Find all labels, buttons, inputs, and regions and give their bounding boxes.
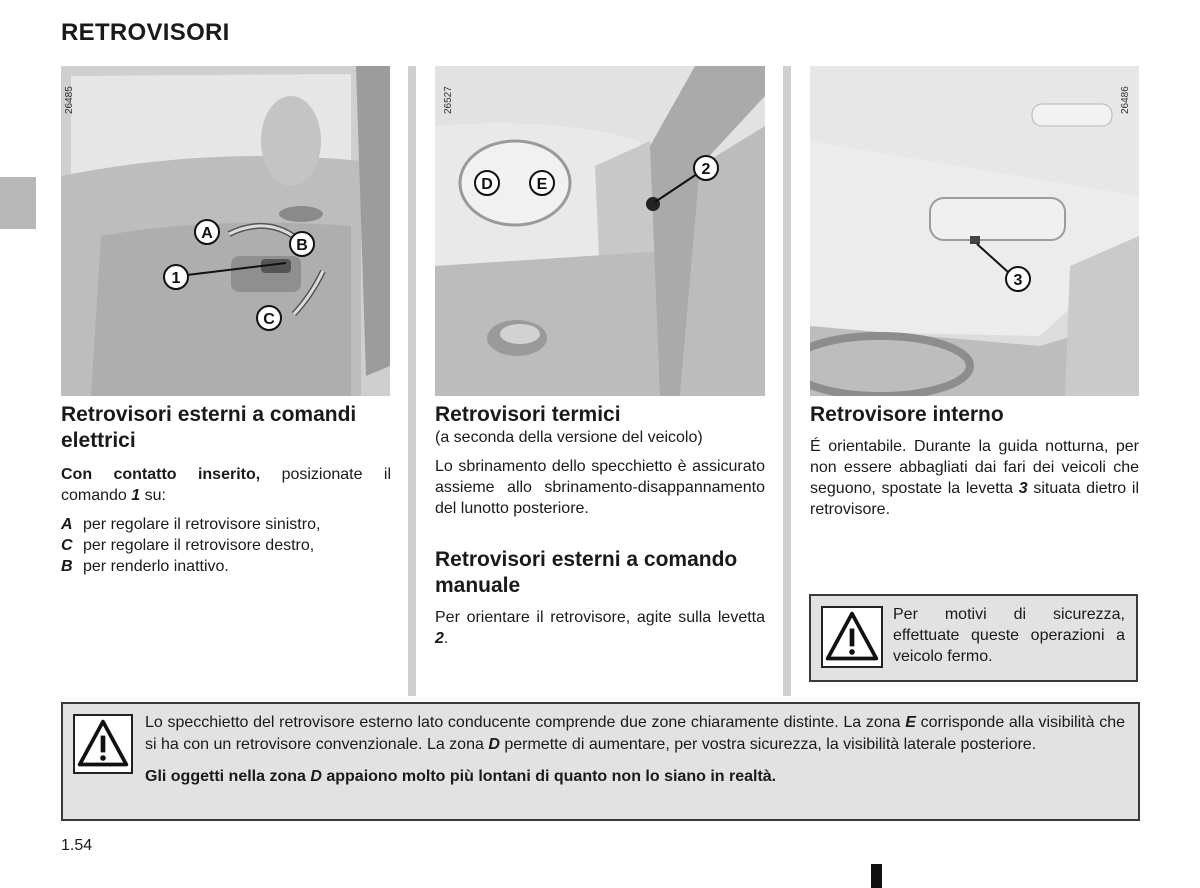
mirror-illustration bbox=[435, 66, 765, 396]
section-heading: Retrovisori termici bbox=[435, 403, 621, 426]
door-illustration bbox=[61, 66, 390, 396]
chapter-tab bbox=[0, 177, 36, 229]
figure-code: 26485 bbox=[64, 86, 75, 114]
svg-text:1: 1 bbox=[171, 270, 181, 287]
body-paragraph: Lo sbrinamento dello specchietto è assicurato assieme allo sbrinamento-disappannamento del lunotto posteriore. bbox=[435, 458, 765, 517]
page-number: 1.54 bbox=[61, 837, 93, 854]
column-heated-mirrors bbox=[435, 402, 765, 649]
callout-1 bbox=[164, 265, 188, 289]
callout-d bbox=[475, 171, 499, 195]
warning-content bbox=[145, 712, 1125, 788]
callout-2 bbox=[694, 156, 718, 180]
list-item: C per regolare il retrovisore destro, bbox=[61, 537, 315, 554]
callout-c bbox=[257, 306, 281, 330]
figure-exterior-mirror bbox=[435, 66, 765, 396]
column-interior-mirror bbox=[810, 402, 1139, 520]
svg-text:2: 2 bbox=[701, 161, 711, 178]
body-paragraph: É orientabile. Durante la guida notturna, per non essere abbagliati dai fari dei veicoli che seguono, spostate la levetta 3 situata dietro il retrovisore. bbox=[810, 438, 1139, 518]
interior-illustration bbox=[810, 66, 1139, 396]
svg-text:D: D bbox=[481, 176, 493, 193]
position-list bbox=[61, 514, 391, 577]
crop-mark bbox=[871, 864, 882, 888]
svg-text:3: 3 bbox=[1013, 272, 1023, 289]
svg-text:B: B bbox=[296, 237, 308, 254]
figure-interior-mirror bbox=[810, 66, 1139, 396]
page-title: RETROVISORI bbox=[61, 19, 230, 46]
section-heading: Retrovisori esterni a comandi elettrici bbox=[61, 403, 357, 452]
callout-e bbox=[530, 171, 554, 195]
figure-code: 26486 bbox=[1120, 86, 1131, 114]
svg-text:E: E bbox=[536, 176, 548, 193]
figure-code: 26527 bbox=[443, 86, 454, 114]
list-item: B per renderlo inattivo. bbox=[61, 558, 229, 575]
version-note: (a seconda della versione del veicolo) bbox=[435, 429, 703, 446]
column-divider bbox=[408, 66, 416, 696]
section-heading: Retrovisore interno bbox=[810, 403, 1004, 426]
safety-warning-box bbox=[809, 594, 1138, 682]
mirror-zones-warning-box bbox=[61, 702, 1140, 821]
column-divider bbox=[783, 66, 791, 696]
intro-paragraph: Con contatto inserito, posizionate il comando 1 su: bbox=[61, 466, 391, 504]
figure-door-mirror-control bbox=[61, 66, 390, 396]
list-item: A per regolare il retrovisore sinistro, bbox=[61, 516, 321, 533]
section-heading: Retrovisori esterni a comando manuale bbox=[435, 548, 738, 597]
warning-paragraph: Lo specchietto del retrovisore esterno lato conducente comprende due zone chiaramente distinte. La zona E corrisponde alla visibilità che si ha con un retrovisore convenzionale. La zona D permette di aumentare, per vostra sicurezza, la visibilità laterale posteriore. bbox=[145, 714, 1125, 753]
warning-emphasis: Gli oggetti nella zona D appaiono molto più lontani di quanto non lo siano in realtà. bbox=[145, 768, 777, 785]
callout-3 bbox=[1006, 267, 1030, 291]
svg-text:A: A bbox=[201, 225, 213, 242]
warning-triangle-icon bbox=[821, 606, 883, 668]
warning-triangle-icon bbox=[73, 714, 133, 774]
body-paragraph: Per orientare il retrovisore, agite sulla levetta 2. bbox=[435, 609, 765, 647]
column-electric-mirrors bbox=[61, 402, 391, 577]
callout-a bbox=[195, 220, 219, 244]
callout-b bbox=[290, 232, 314, 256]
svg-text:C: C bbox=[263, 311, 275, 328]
warning-text: Per motivi di sicurezza, effettuate queste operazioni a veicolo fermo. bbox=[893, 606, 1125, 665]
